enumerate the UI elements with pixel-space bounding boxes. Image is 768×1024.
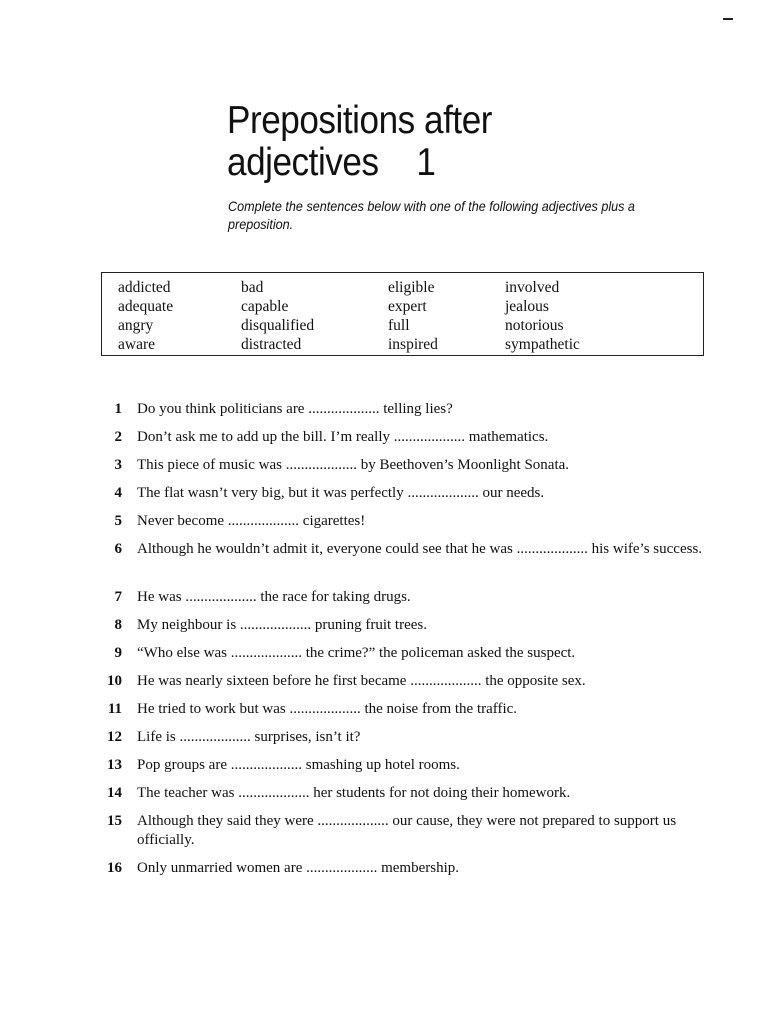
word-box-item: disqualified	[241, 317, 315, 334]
exercise-number: 1	[416, 141, 436, 184]
word-box-item: expert	[388, 298, 427, 315]
question-number: 3	[114, 457, 122, 473]
word-box-item: distracted	[241, 336, 302, 353]
question-number: 5	[114, 513, 122, 529]
question-text: He tried to work but was ................... the noise from the traffic.	[137, 701, 518, 717]
word-box-item: inspired	[388, 336, 438, 353]
question-text: Although they said they were ................... our cause, they were not prepared to support us officially.	[137, 813, 677, 848]
question-number: 8	[114, 617, 122, 633]
question-number: 14	[107, 785, 122, 801]
question-number: 12	[107, 729, 122, 745]
word-box-item: adequate	[118, 298, 174, 315]
page-title	[227, 100, 492, 184]
word-box-item: addicted	[118, 279, 171, 296]
title-line-1: Prepositions after	[227, 99, 493, 142]
title-line-2	[227, 142, 492, 184]
word-box-item: notorious	[505, 317, 564, 334]
word-box-item: eligible	[388, 279, 435, 296]
question-text: Only unmarried women are ................... membership.	[137, 860, 460, 876]
question-text: “Who else was ................... the crime?” the policeman asked the suspect.	[137, 645, 576, 661]
question-number: 16	[107, 860, 122, 876]
question-text: The teacher was ................... her students for not doing their homework.	[137, 785, 571, 801]
word-box-item: full	[388, 317, 410, 334]
word-box-item: aware	[118, 336, 155, 353]
question-text: Pop groups are ................... smashing up hotel rooms.	[137, 757, 460, 773]
question-number: 4	[114, 485, 122, 501]
question-text: Although he wouldn’t admit it, everyone could see that he was ................... his wife’s success.	[137, 541, 703, 557]
word-box-item: bad	[241, 279, 264, 296]
word-box-item: jealous	[505, 298, 549, 315]
question-text: Life is ................... surprises, isn’t it?	[137, 729, 361, 745]
question-number: 13	[107, 757, 122, 773]
question-text: Don’t ask me to add up the bill. I’m really ................... mathematics.	[137, 429, 549, 445]
word-box-item: angry	[118, 317, 154, 334]
question-number: 7	[114, 589, 122, 605]
question-text: He was ................... the race for taking drugs.	[137, 589, 411, 605]
instruction-text: Complete the sentences below with one of the following adjectives plus a preposition.	[228, 198, 635, 232]
question-number: 9	[114, 645, 122, 661]
word-box-item: sympathetic	[505, 336, 580, 353]
word-box-item: capable	[241, 298, 289, 315]
question-text: The flat wasn’t very big, but it was perfectly ................... our needs.	[137, 485, 545, 501]
question-text: My neighbour is ................... pruning fruit trees.	[137, 617, 427, 633]
question-number: 15	[107, 813, 122, 829]
question-text: Never become ................... cigarettes!	[137, 513, 366, 529]
question-text: This piece of music was ................... by Beethoven’s Moonlight Sonata.	[137, 457, 570, 473]
question-number: 6	[114, 541, 122, 557]
question-number: 10	[107, 673, 122, 689]
question-text: Do you think politicians are ................... telling lies?	[137, 401, 453, 417]
word-box	[101, 272, 704, 356]
question-number: 11	[107, 701, 122, 717]
question-text: He was nearly sixteen before he first became ................... the opposite sex.	[137, 673, 586, 689]
question-number: 2	[114, 429, 122, 445]
question-number: 1	[114, 401, 122, 417]
title-word: adjectives	[227, 141, 379, 184]
corner-mark	[723, 18, 733, 20]
word-box-item: involved	[505, 279, 560, 296]
